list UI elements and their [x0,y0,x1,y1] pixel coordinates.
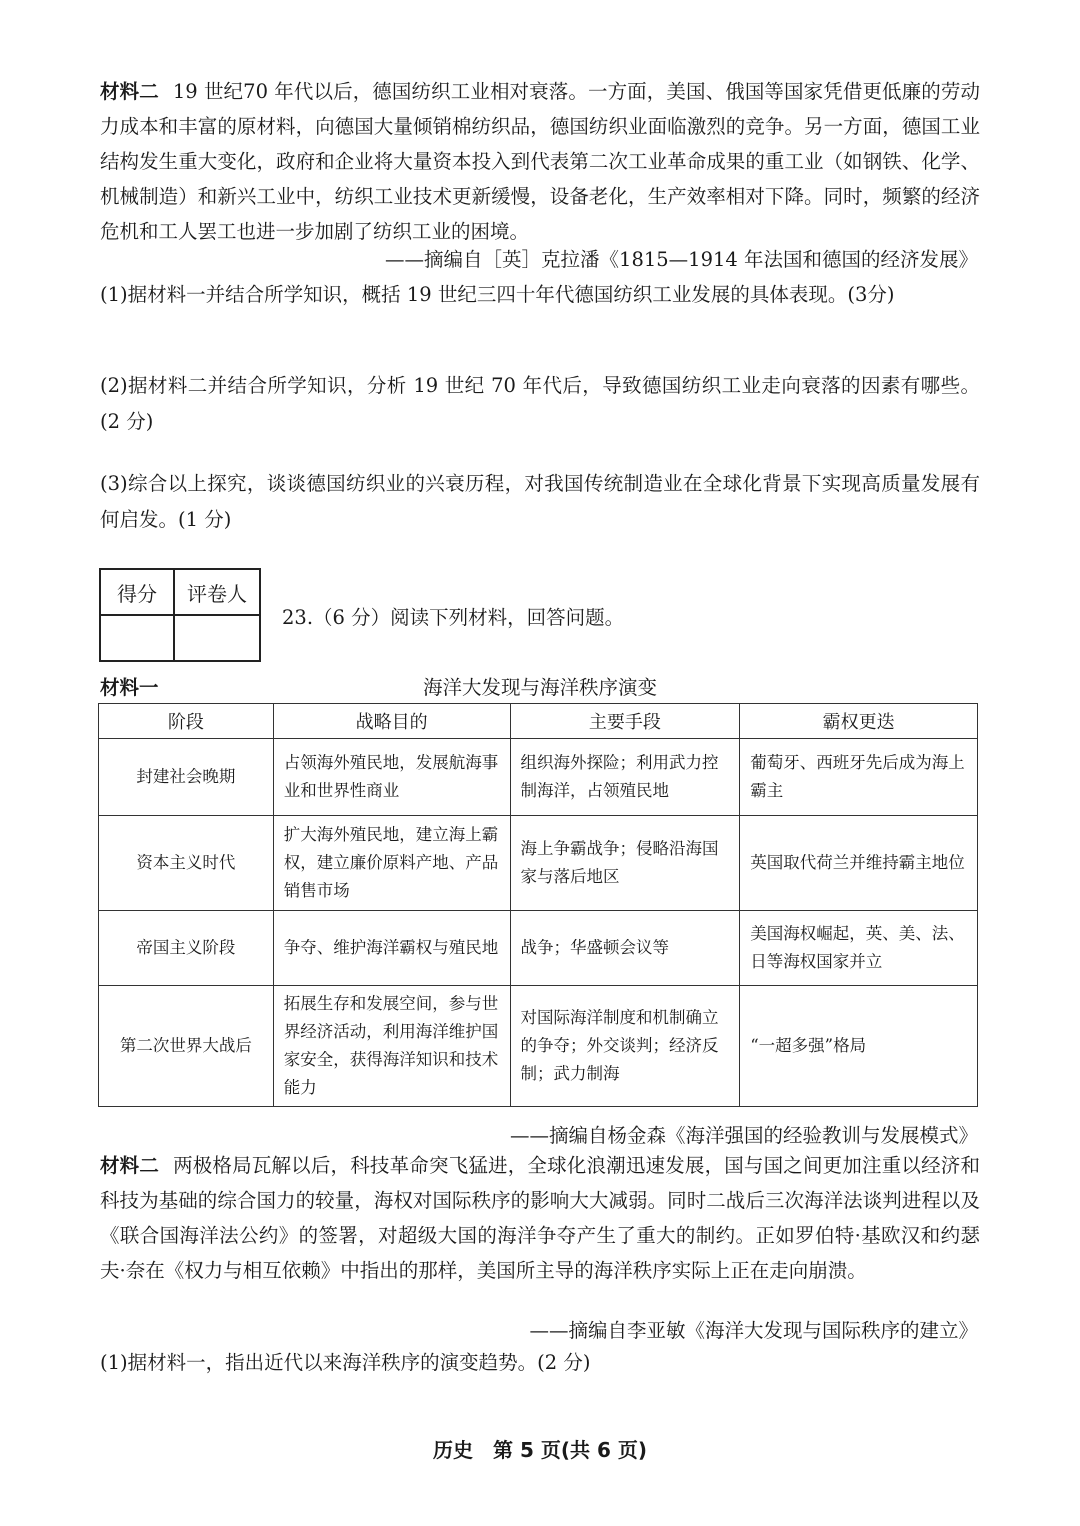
header-means: 主要手段 [510,704,740,739]
q22-sub2: (2)据材料二并结合所学知识，分析 19 世纪 70 年代后，导致德国纺织工业走向衰落的因素有哪些。(2 分) [100,374,980,433]
material1-source: ——摘编自杨金森《海洋强国的经验教训与发展模式》 [509,1124,978,1147]
header-purpose: 战略目的 [273,704,510,739]
table-cell: “一超多强”格局 [740,986,978,1107]
score-cell [100,615,174,661]
material2-text: 19 世纪70 年代以后，德国纺织工业相对衰落。一方面，美国、俄国等国家凭借更低廉的劳动力成本和丰富的原材料，向德国大量倾销棉纺织品，德国纺织业面临激烈的竞争。另一方面，德国工业结构发生重大变化，政府和企业将大量资本投入到代表第二次工业革命成果的重工业（如钢铁、化学、机械制造）和新兴工业中，纺织工业技术更新缓慢，设备老化，生产效率相对下降。同时，频繁的经济危机和工人罢工也进一步加剧了纺织工业的困境。 [100,80,980,243]
table-cell: 对国际海洋制度和机制确立的争夺；外交谈判；经济反制；武力制海 [510,986,740,1107]
grader-header: 评卷人 [174,569,260,615]
q22-sub3: (3)综合以上探究，谈谈德国纺织业的兴衰历程，对我国传统制造业在全球化背景下实现高质量发展有何启发。(1 分) [100,472,980,531]
q22-sub1: (1)据材料一并结合所学知识，概括 19 世纪三四十年代德国纺织工业发展的具体表现。(3分) [100,283,895,306]
material2b-label: 材料二 [100,1154,160,1177]
header-stage: 阶段 [99,704,274,739]
table-cell: 争夺、维护海洋霸权与殖民地 [273,911,510,986]
table-cell: 第二次世界大战后 [99,986,274,1107]
score-box [99,568,261,662]
table-row [99,986,978,1107]
q23-intro: 23.（6 分）阅读下列材料，回答问题。 [282,606,625,629]
table-cell: 拓展生存和发展空间，参与世界经济活动，利用海洋维护国家安全，获得海洋知识和技术能力 [273,986,510,1107]
table-cell: 占领海外殖民地，发展航海事业和世界性商业 [273,739,510,816]
table-row [99,911,978,986]
table-cell: 封建社会晚期 [99,739,274,816]
table-cell: 帝国主义阶段 [99,911,274,986]
table-cell: 扩大海外殖民地，建立海上霸权，建立廉价原料产地、产品销售市场 [273,816,510,911]
material2-paragraph [100,74,980,249]
table-row [99,739,978,816]
material2b-paragraph [100,1148,980,1288]
table-cell: 战争；华盛顿会议等 [510,911,740,986]
table-cell: 组织海外探险；利用武力控制海洋，占领殖民地 [510,739,740,816]
table-row [99,816,978,911]
q23-sub1: (1)据材料一，指出近代以来海洋秩序的演变趋势。(2 分) [100,1351,591,1374]
grader-cell [174,615,260,661]
page-footer: 历史 第 5 页(共 6 页) [433,1438,647,1462]
table-cell: 葡萄牙、西班牙先后成为海上霸主 [740,739,978,816]
table-cell: 英国取代荷兰并维持霸主地位 [740,816,978,911]
material2b-source: ——摘编自李亚敏《海洋大发现与国际秩序的建立》 [529,1319,978,1342]
table-cell: 美国海权崛起，英、美、法、日等海权国家并立 [740,911,978,986]
table-cell: 资本主义时代 [99,816,274,911]
table-title: 海洋大发现与海洋秩序演变 [422,676,657,699]
ocean-order-table [98,703,978,1107]
header-hegemony: 霸权更迭 [740,704,978,739]
table-cell: 海上争霸战争；侵略沿海国家与落后地区 [510,816,740,911]
table-header-row [99,704,978,739]
score-header: 得分 [100,569,174,615]
material1-label: 材料一 [100,676,159,699]
material2b-text: 两极格局瓦解以后，科技革命突飞猛进，全球化浪潮迅速发展，国与国之间更加注重以经济和科技为基础的综合国力的较量，海权对国际秩序的影响大大减弱。同时二战后三次海洋法谈判进程以及《联合国海洋法公约》的签署，对超级大国的海洋争夺产生了重大的制约。正如罗伯特·基欧汉和约瑟夫·奈在《权力与相互依赖》中指出的那样，美国所主导的海洋秩序实际上正在走向崩溃。 [100,1154,980,1282]
material2-source: ——摘编自［英］克拉潘《1815—1914 年法国和德国的经济发展》 [385,248,978,271]
material2-label: 材料二 [100,80,159,103]
